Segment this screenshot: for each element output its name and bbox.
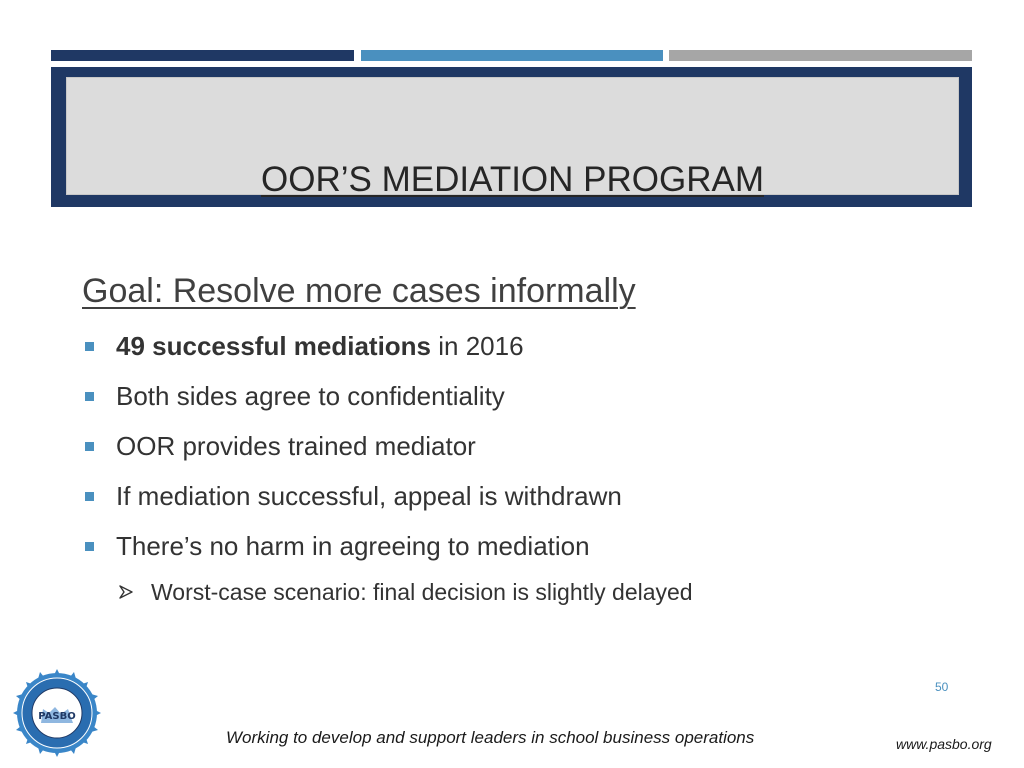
bullet-item: [82, 430, 622, 480]
top-accent-bar-navy: [51, 50, 354, 61]
pasbo-logo-seal-icon: [13, 669, 101, 757]
sub-bullet-item: [118, 577, 693, 607]
footer-tagline: Working to develop and support leaders in school business operations: [226, 728, 755, 747]
top-accent-bar-gray: [669, 50, 972, 61]
logo-text: PASBO: [38, 711, 76, 722]
bullet-text: There’s no harm in agreeing to mediation: [116, 531, 590, 561]
page-number: 50: [935, 680, 949, 694]
bullet-bold-text: 49 successful mediations: [116, 331, 432, 361]
arrow-bullet-icon: [118, 584, 134, 600]
bullet-text: Both sides agree to confidentiality: [116, 381, 505, 411]
bullet-item: [82, 530, 622, 580]
square-bullet-icon: [85, 492, 94, 501]
title-frame: [51, 67, 972, 207]
bullet-item: [82, 380, 622, 430]
square-bullet-icon: [85, 442, 94, 451]
title-panel: [66, 77, 959, 199]
square-bullet-icon: [85, 542, 94, 551]
bullet-list: [82, 330, 622, 580]
bullet-text: OOR provides trained mediator: [116, 431, 476, 461]
bullet-text: in 2016: [431, 331, 524, 361]
slide-title: OOR’S MEDIATION PROGRAM: [261, 160, 764, 199]
bullet-item: [82, 330, 622, 380]
square-bullet-icon: [85, 392, 94, 401]
top-accent-bar-blue: [361, 50, 663, 61]
sub-bullet-text: Worst-case scenario: final decision is slightly delayed: [151, 579, 693, 605]
bullet-item: [82, 480, 622, 530]
square-bullet-icon: [85, 342, 94, 351]
footer-website: www.pasbo.org: [896, 736, 992, 752]
bullet-text: If mediation successful, appeal is withdrawn: [116, 481, 622, 511]
goal-heading: Goal: Resolve more cases informally: [82, 272, 636, 310]
